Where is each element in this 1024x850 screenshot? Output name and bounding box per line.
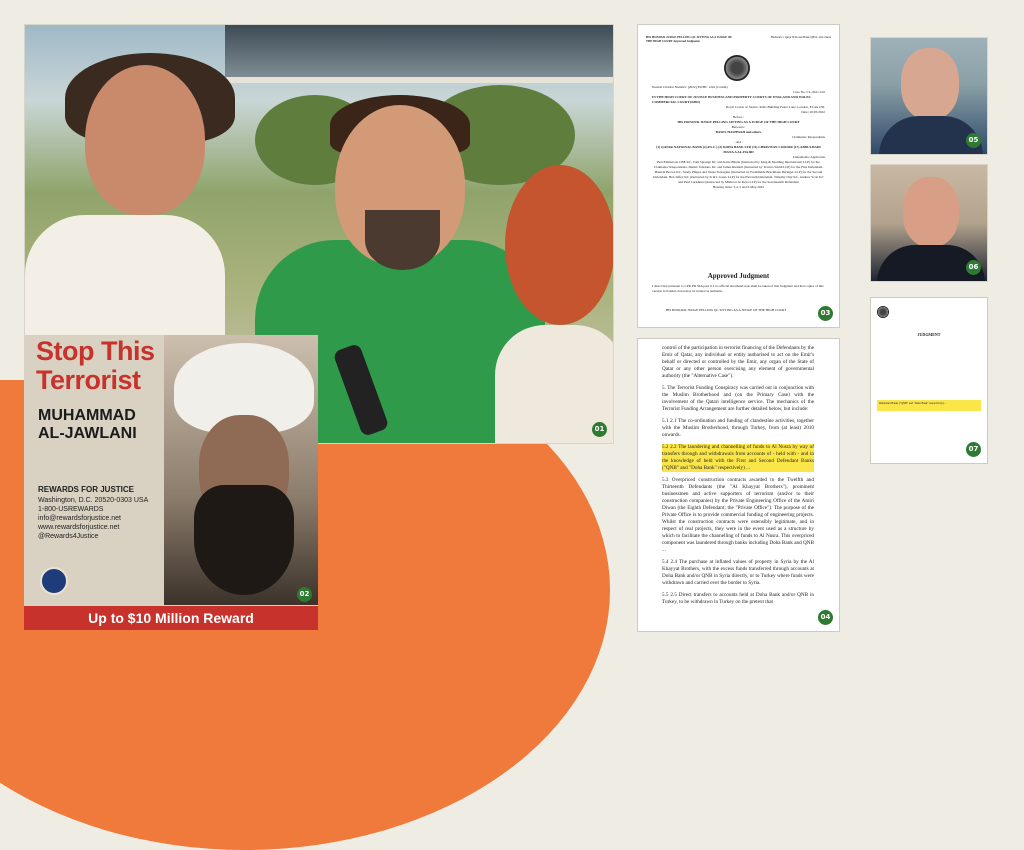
poster-title-line2: Terrorist: [36, 365, 141, 395]
state-department-seal-icon: [40, 567, 68, 595]
and-separator: - and -: [734, 140, 743, 144]
image-number-badge: 06: [966, 260, 981, 275]
hearing-dates: Hearing dates: 3,4, 5 and 6 May 2022: [712, 185, 765, 189]
approved-judgment-heading: Approved Judgment: [707, 272, 770, 280]
poster-beard: [194, 485, 294, 595]
wanted-poster: [24, 335, 318, 630]
defendants-role: Defendants/ Applicants: [793, 155, 825, 159]
counsel-list: Ben Emmerson CBE KC, Tom Sprange KC and Katie Bhatia (instructed by King & Spalding International LLP) for the Claimants/ Respondents. Daniel Toledano KC and James Ruddell (instructed by Travers Smith LLP) for the First Defendant. Hannah Brown KC, Sandy Phipps and Vesna Terzagian (instructed by Freshfields Bruckhaus Deringer LLP) for the Second Defendant. Ben Jaffey KC (instructed by K & L Gates LLP) for the Eleventh Defendant. Timothy Otty KC, Andrew Scott KC and Paul Luckhurst (instructed by Mishcon de Reya LLP) for the Seventeenth Defendant: [653, 160, 824, 184]
neutral-citation: Neutral Citation Number: [2022] EWHC 1242 (Comm): [652, 85, 728, 89]
paragraph: 5. The Terrorist Funding Conspiracy was carried out in conjunction with the Muslim Brotherhood and (on the Primary Case) with the involvement of the Qatari intelligence service. The mechanics of the Terrorist Funding Arrangement are further detailed below, but include:: [662, 385, 814, 412]
awning: [225, 25, 613, 77]
doc-header-left: HIS HONOUR JUDGE PELLING QC SITTING AS A JUDGE OF THE HIGH COURT Approved Judgment: [646, 35, 732, 43]
portrait-photo-06: [870, 164, 988, 282]
image-number-badge: 07: [966, 442, 981, 457]
court-name: IN THE HIGH COURT OF JUSTICE BUSINESS AND PROPERTY COURTS OF ENGLAND AND WALES COMMERCIAL COURT (KBD): [652, 95, 811, 104]
portrait-head: [901, 48, 959, 120]
rfj-email: info@rewardsforjustice.net: [38, 515, 121, 522]
rfj-website: www.rewardsforjustice.net: [38, 524, 120, 531]
approved-direction: I direct that pursuant to CPR PD 39A para 6.1 no official shorthand note shall be taken of this Judgment and that copies of this version as handed down may be treated as authentic.: [652, 284, 824, 293]
doc-footer: HIS HONOUR JUDGE PELLING QC SITTING AS A JUDGE OF THE HIGH COURT: [665, 308, 787, 312]
paragraph: control of the participation in terrorist financing of the Defendants by the Emir of Qatar, any individual or entity authorised to act on the Emir's behalf or directed or controlled by the Emir, any organ of the State of Qatar or any other person exercising any element of governmental authority (the "Alternative Case").: [662, 345, 814, 379]
doc-body: [652, 85, 825, 190]
poster-name-line2: AL-JAWLANI: [38, 425, 137, 442]
judge-name: HIS HONOUR JUDGE PELLING SITTING AS A JUDGE OF THE HIGH COURT: [677, 120, 800, 124]
between-label: Between :: [731, 125, 746, 129]
poster-name: [38, 407, 137, 443]
rewards-for-justice-contact: [38, 485, 148, 541]
image-number-badge: 05: [966, 133, 981, 148]
image-number-badge: 02: [297, 587, 312, 602]
rfj-handle: @Rewards4Justice: [38, 533, 99, 540]
poster-title: [36, 337, 155, 395]
rfj-org: REWARDS FOR JUSTICE: [38, 485, 135, 494]
person-right-head: [505, 165, 614, 325]
doc-header-right: Hashwah v Qatar National Bank QPSC and others: [770, 35, 831, 39]
doc07-heading: JUDGMENT: [917, 332, 941, 337]
court-address: Royal Courts of Justice, Rolls Building Fetter Lane, London, EC4A 1NL: [726, 105, 825, 109]
defendants: (1) QATAR NATIONAL BANK (Q.P.S.C.) (2) DOHA BANK LTD (11) CHRISTIAN COMAIR (17) ABDULHADI MANA A AL-HAJRI: [656, 145, 821, 154]
reward-banner: Up to $10 Million Reward: [24, 606, 318, 630]
image-number-badge: 03: [818, 306, 833, 321]
image-number-badge: 04: [818, 610, 833, 625]
claimant: BASEL HASHWAH and others: [715, 130, 762, 134]
person-center-beard: [365, 210, 440, 270]
highlighted-paragraph: 5.2 2.2 The laundering and channelling of funds to Al Nusra by way of transfers through and withdrawals from accounts of - held with - and in the knowledge of held with the First and Second Defendant Banks ("QNB" and "Doha Bank" respectively) ...: [662, 444, 814, 471]
rfj-address: Washington, D.C. 20520-0303 USA: [38, 497, 149, 504]
paragraph: 5.3 Overpriced construction contracts awarded to the Twelfth and Thirteenth Defendants (the "Al Khayyat Brothers"), prominent businessmen and active supporters of terrorism (and/or to their construction companies) by the Private Engineering Office of the Amiri Diwan (the Eighth Defendant; the "Private Office"). The purpose of the Private Office is to provide commercial funding of engineering projects. Whilst the construction contracts were ostensibly legitimate, and in respect of real projects, they were in the event used as a structure by which to facilitate the channelling of funds to Al Nusra. This overpriced component was laundered through banks including Doha Bank and QNB ...: [662, 477, 814, 553]
before-label: Before :: [732, 115, 744, 119]
poster-name-line1: MUHAMMAD: [38, 407, 136, 424]
judgment-date: Date: 20/05/2022: [801, 110, 825, 114]
royal-crest-icon: [724, 55, 750, 81]
judgment-cover-page: [637, 24, 840, 328]
poster-title-line1: Stop This: [36, 336, 155, 366]
doc-page-text: [662, 345, 814, 611]
paragraph: 5.4 2.4 The purchase at inflated values of property in Syria by the Al Khayyat Brothers, with the excess funds transferred through accounts at Doha Bank and/or QNB in Syria directly, or to Turkey where funds were withdrawn and carried over the border to Syria.: [662, 559, 814, 586]
judgment-page-thumbnail: [870, 297, 988, 464]
paragraph: 5.5 2.5 Direct transfers to accounts held at Doha Bank and/or QNB in Turkey, to be withdrawn in Turkey on the pretext that: [662, 592, 814, 605]
image-number-badge: 01: [592, 422, 607, 437]
claimant-role: Claimants/ Respondents: [792, 135, 825, 139]
portrait-head: [903, 177, 959, 247]
rfj-phone: 1-800-USREWARDS: [38, 506, 104, 513]
person-left-head: [85, 65, 205, 215]
judgment-page-excerpt: [637, 338, 840, 632]
portrait-photo-05: [870, 37, 988, 155]
paragraph: 5.1 2.1 The co-ordination and funding of clandestine activities, together with the Muslim Brotherhood, through Turkey, from (at least) 2010 onwards.: [662, 418, 814, 438]
case-number: Case No: CL-2021-102: [793, 90, 825, 94]
highlighted-text: Defendant Banks ("QNB" and "Doha Bank" respectively) ...: [879, 402, 947, 405]
awning-stripe: [225, 77, 613, 83]
royal-crest-icon: [877, 306, 889, 318]
